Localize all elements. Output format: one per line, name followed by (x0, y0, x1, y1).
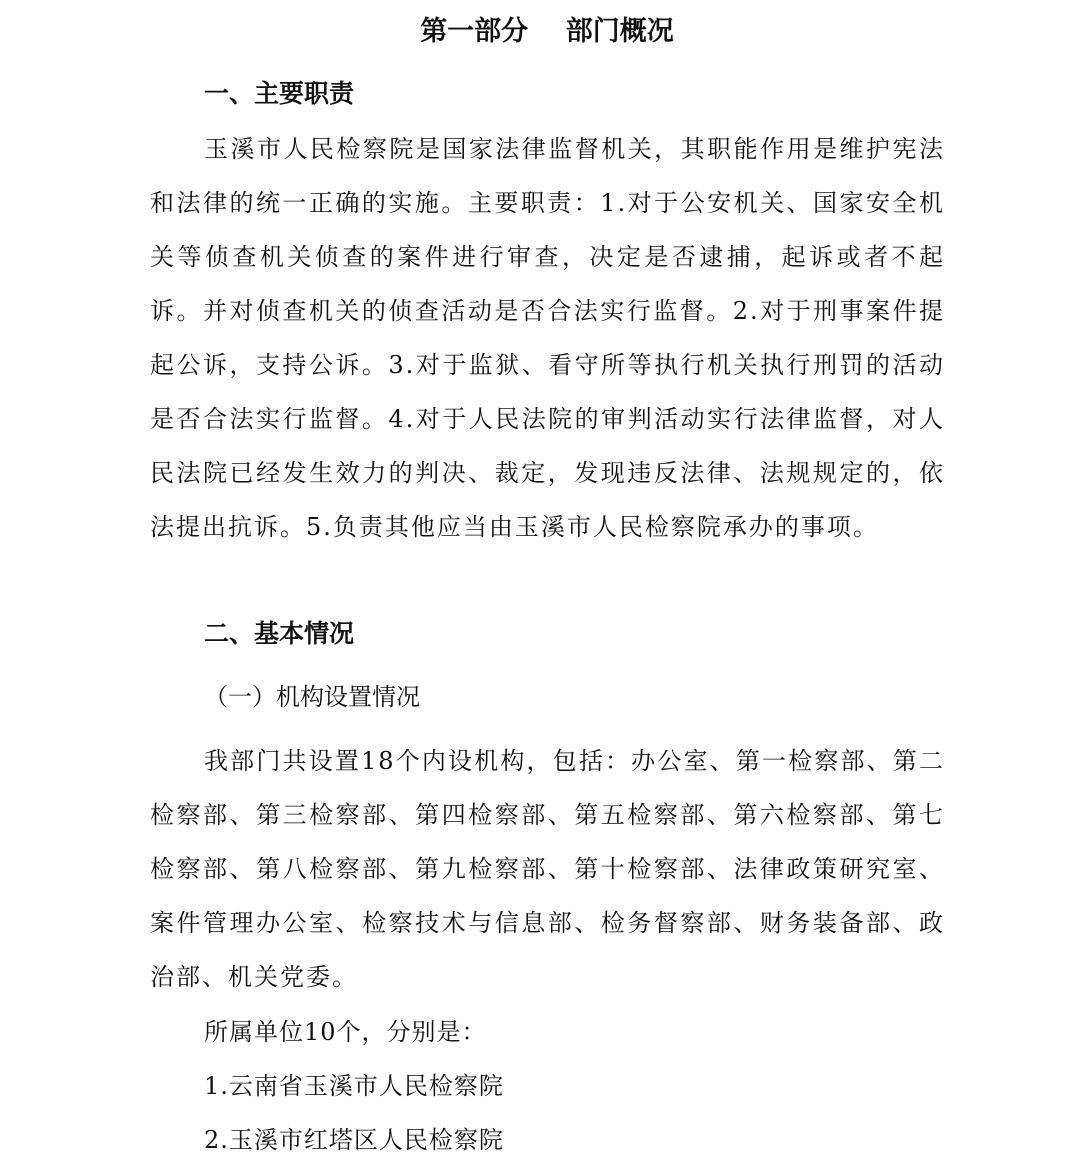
organization-paragraph: 我部门共设置18个内设机构，包括：办公室、第一检察部、第二检察部、第三检察部、第四检察部、第五检察部、第六检察部、第七检察部、第八检察部、第九检察部、第十检察部、法律政策研究室、案件管理办公室、检察技术与信息部、检务督察部、财务装备部、政治部、机关党委。 (150, 747, 945, 991)
section-heading-duties: 一、主要职责 (204, 79, 355, 108)
page-title: 第一部分 部门概况 (420, 16, 674, 47)
duties-paragraph: 玉溪市人民检察院是国家法律监督机关，其职能作用是维护宪法和法律的统一正确的实施。主要职责：1.对于公安机关、国家安全机关等侦查机关侦查的案件进行审查，决定是否逮捕，起诉或者不起诉。并对侦查机关的侦查活动是否合法实行监督。2.对于刑事案件提起公诉，支持公诉。3.对于监狱、看守所等执行机关执行刑罚的活动是否合法实行监督。4.对于人民法院的审判活动实行法律监督，对人民法院已经发生效力的判决、裁定，发现违反法律、法规规定的，依法提出抗诉。5.负责其他应当由玉溪市人民检察院承办的事项。 (150, 135, 945, 541)
units-intro: 所属单位10个，分别是： (204, 1018, 487, 1046)
unit-list-item: 1.云南省玉溪市人民检察院 (204, 1072, 504, 1100)
unit-list-item: 2.玉溪市红塔区人民检察院 (204, 1126, 504, 1154)
subsection-heading-organization: （一）机构设置情况 (204, 683, 420, 711)
section-heading-basic-info: 二、基本情况 (204, 619, 355, 648)
